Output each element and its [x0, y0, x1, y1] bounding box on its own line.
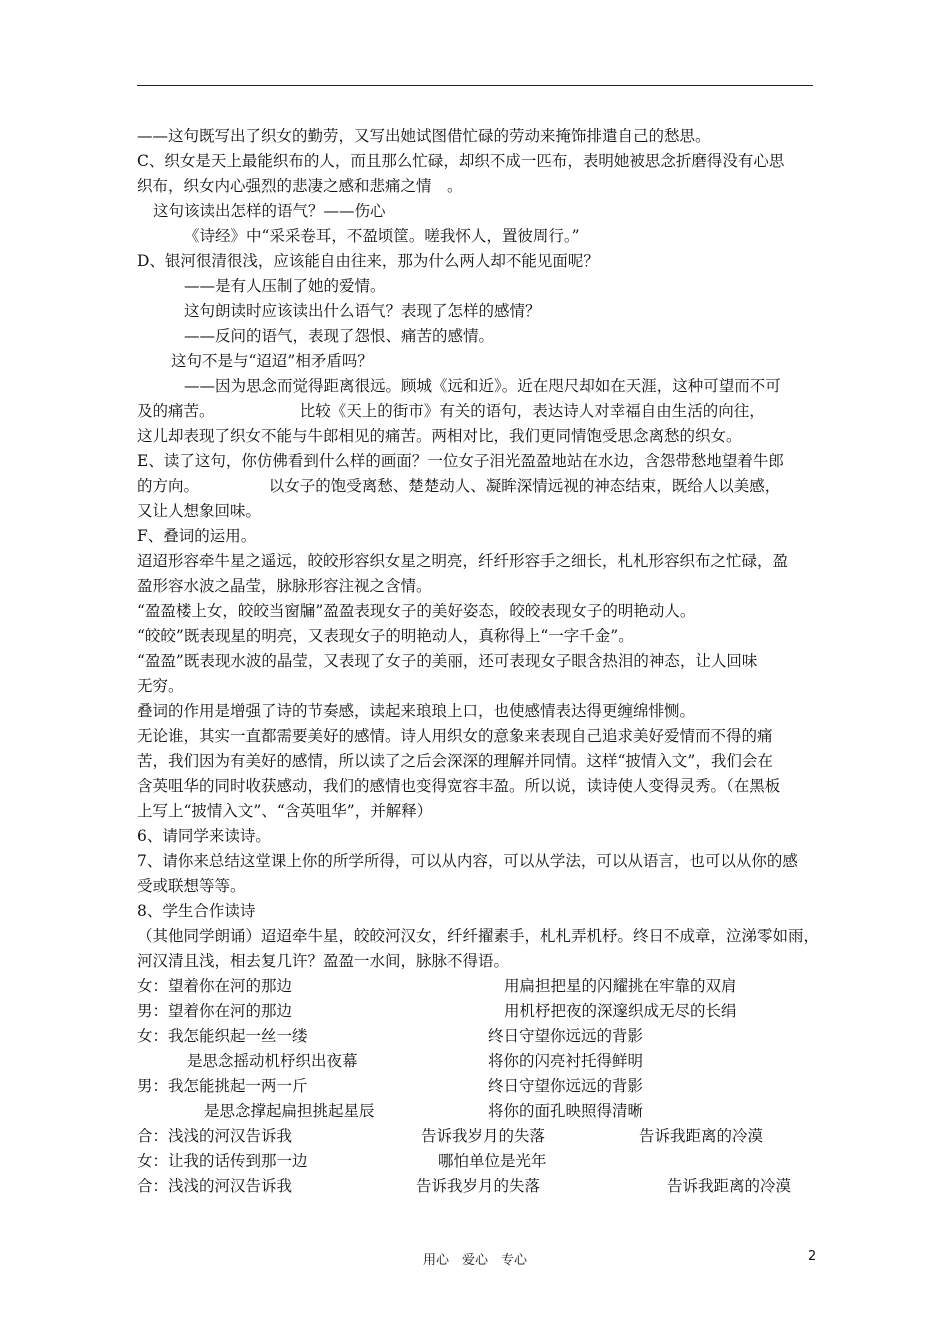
text-line: 6、请同学来读诗。: [137, 827, 271, 845]
poem-cell: 是思念摇动机杼织出夜幕: [187, 1052, 358, 1070]
poem-cell: 用扁担把星的闪耀挑在牢靠的双肩: [504, 977, 737, 995]
text-line: ——这句既写出了织女的勤劳，又写出她试图借忙碌的劳动来掩饰排遣自己的愁思。: [137, 127, 711, 145]
poem-row: [137, 1124, 817, 1149]
poem-cell: 男：望着你在河的那边: [137, 1002, 293, 1020]
text-line: （其他同学朗诵）迢迢牵牛星，皎皎河汉女，纤纤擢素手，札札弄机杼。终日不成章，泣涕零如雨，: [137, 927, 820, 945]
text-line: 受或联想等等。: [137, 877, 246, 895]
footer-motto: 用心 爱心 专心: [422, 1253, 527, 1268]
text-line: 《诗经》中“采采卷耳，不盈顷筐。嗟我怀人，置彼周行。”: [184, 227, 580, 245]
duet-poem: [137, 974, 817, 1199]
text-line: 7、请你来总结这堂课上你的所学所得，可以从内容，可以从学法，可以从语言，也可以从你的感: [137, 852, 798, 870]
poem-row: [137, 1024, 817, 1049]
text-line: 这句朗读时应该读出什么语气？表现了怎样的感情？: [184, 302, 541, 320]
text-line: 含英咀华的同时收获感动，我们的感情也变得宽容丰盈。所以说，读诗使人变得灵秀。（在黑板: [137, 777, 781, 795]
text-line: E、读了这句，你仿佛看到什么样的画面？一位女子泪光盈盈地站在水边，含怨带愁地望着牛郎: [137, 452, 784, 470]
poem-cell: 是思念撑起扁担挑起星辰: [204, 1102, 375, 1120]
text-line: 盈形容水波之晶莹，脉脉形容注视之含情。: [137, 577, 432, 595]
text-line: 迢迢形容牵牛星之遥远，皎皎形容织女星之明亮，纤纤形容手之细长，札札形容织布之忙碌，盈: [137, 552, 789, 570]
text-line: 8、学生合作读诗: [137, 902, 256, 920]
text-line: 这句该读出怎样的语气？——伤心: [153, 202, 386, 220]
text-line: 这儿却表现了织女不能与牛郎相见的痛苦。两相对比，我们更同情饱受思念离愁的织女。: [137, 427, 742, 445]
poem-cell: 男：我怎能挑起一两一斤: [137, 1077, 308, 1095]
poem-cell: 终日守望你远远的背影: [488, 1027, 644, 1045]
poem-row: [137, 1074, 817, 1099]
document-body: [137, 124, 820, 1199]
poem-cell: 用机杼把夜的深邃织成无尽的长绢: [504, 1002, 737, 1020]
text-line: 无论谁，其实一直都需要美好的感情。诗人用织女的意象来表现自己追求美好爱情而不得的痛: [137, 727, 773, 745]
poem-row: [137, 974, 817, 999]
text-line: 上写上“披情入文”、“含英咀华”，并解释）: [137, 802, 433, 820]
poem-cell: 告诉我距离的冷漠: [639, 1127, 764, 1145]
text-line: 又让人想象回味。: [137, 502, 262, 520]
text-line: “盈盈”既表现水波的晶莹，又表现了女子的美丽，还可表现女子眼含热泪的神态，让人回味: [137, 652, 758, 670]
text-line: ——因为思念而觉得距离很远。顾城《远和近》。近在咫尺却如在天涯，这种可望而不可: [184, 377, 781, 395]
poem-row: [137, 1049, 817, 1074]
text-line: 叠词的作用是增强了诗的节奏感，读起来琅琅上口，也使感情表达得更缠绵悱恻。: [137, 702, 696, 720]
poem-row: [137, 1099, 817, 1124]
text-line: 及的痛苦。 比较《天上的街市》有关的语句，表达诗人对幸福自由生活的向往，: [137, 402, 765, 420]
text-line: 苦，我们因为有美好的感情，所以读了之后会深深的理解并同情。这样“披情入文”，我们会在: [137, 752, 773, 770]
text-line: ——是有人压制了她的爱情。: [184, 277, 386, 295]
poem-cell: 告诉我距离的冷漠: [667, 1177, 792, 1195]
text-line: 河汉清且浅，相去复几许？盈盈一水间，脉脉不得语。: [137, 952, 510, 970]
text-line: D、银河很清很浅，应该能自由往来，那为什么两人却不能见面呢？: [137, 252, 599, 270]
poem-cell: 合：浅浅的河汉告诉我: [137, 1127, 293, 1145]
text-line: F、叠词的运用。: [137, 527, 257, 545]
page-number: 2: [808, 1249, 817, 1264]
poem-cell: 将你的面孔映照得清晰: [488, 1102, 644, 1120]
poem-row: [137, 1149, 817, 1174]
poem-row: [137, 999, 817, 1024]
poem-cell: 终日守望你远远的背影: [488, 1077, 644, 1095]
text-line: “皎皎”既表现星的明亮，又表现女子的明艳动人，真称得上“一字千金”。: [137, 627, 634, 645]
text-line: 这句不是与“迢迢”相矛盾吗？: [171, 352, 373, 370]
text-line: 的方向。 以女子的饱受离愁、楚楚动人、凝眸深情远视的神态结束，既给人以美感，: [137, 477, 781, 495]
poem-cell: 将你的闪亮衬托得鲜明: [488, 1052, 644, 1070]
text-line: ——反问的语气，表现了怨恨、痛苦的感情。: [184, 327, 495, 345]
text-line: C、织女是天上最能织布的人，而且那么忙碌，却织不成一匹布，表明她被思念折磨得没有心思: [137, 152, 785, 170]
poem-cell: 女：我怎能织起一丝一缕: [137, 1027, 308, 1045]
header-rule: [137, 85, 813, 86]
poem-cell: 告诉我岁月的失落: [421, 1127, 546, 1145]
poem-row: [137, 1174, 817, 1199]
poem-cell: 女：让我的话传到那一边: [137, 1152, 308, 1170]
text-line: 织布，织女内心强烈的悲凄之感和悲痛之情 。: [137, 177, 463, 195]
page-footer: [0, 1249, 950, 1269]
text-line: 无穷。: [137, 677, 184, 695]
poem-cell: 合：浅浅的河汉告诉我: [137, 1177, 293, 1195]
poem-cell: 告诉我岁月的失落: [416, 1177, 541, 1195]
poem-cell: 哪怕单位是光年: [438, 1152, 547, 1170]
poem-cell: 女：望着你在河的那边: [137, 977, 293, 995]
text-line: “盈盈楼上女，皎皎当窗牖”盈盈表现女子的美好姿态，皎皎表现女子的明艳动人。: [137, 602, 696, 620]
